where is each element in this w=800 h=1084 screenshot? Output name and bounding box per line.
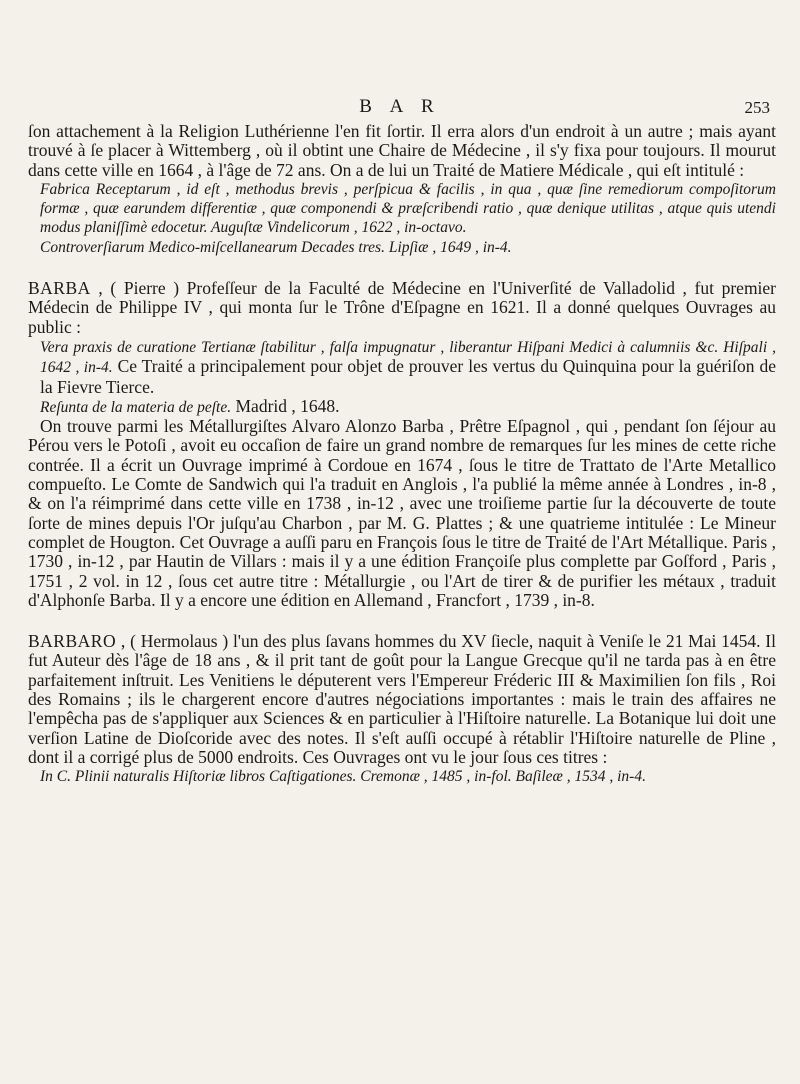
entry-barba <box>28 279 776 610</box>
page-body <box>28 122 776 787</box>
citation-note: Ce Traité a principalement pour objet de prouver les vertus du Quinquina pour la guériſon de la Fievre Tierce. <box>40 356 776 397</box>
citation: Vera praxis de curatione Tertianæ ſtabilitur , falſa impugnatur , liberantur Hiſpani Medici à calumniis &c. Hiſpali , 1642 , in-4. <box>40 338 776 377</box>
entry-paragraph: On trouve parmi les Métallurgiſtes Alvaro Alonzo Barba , Prêtre Eſpagnol , qui , pendant ſon ſéjour au Pérou vers le Potoſi , avoit eu occaſion de faire un grand nombre de remarques ſur les mines de cette riche contrée. Il a écrit un Ouvrage imprimé à Cordoue en 1674 , ſous le titre de Trattato de l'Arte Metallico compueſto. Le Comte de Sandwich qui l'a traduit en Anglois , l'a publié la même année à Londres , in-8 , & on l'a réimprimé dans cette ville en 1738 , in-12 , avec une troiſieme partie ſur la découverte de toute ſorte de mines depuis l'Or juſqu'au Charbon , par M. G. Plattes ; & une quatrieme intitulée : Le Mineur complet de Hougton. Cet Ouvrage a auſſi paru en François ſous le titre de Traité de l'Art Métallique. Paris , 1730 , in-12 , par Hautin de Villars : mais il y a une édition Françoiſe plus complette par Goſford , Paris , 1751 , 2 vol. in 12 , ſous cet autre titre : Métallurgie , ou l'Art de tirer & de purifier les métaux , traduit d'Alphonſe Barba. Il y a encore une édition en Allemand , Francfort , 1739 , in-8. <box>28 416 776 610</box>
headword: BARBA <box>28 278 91 299</box>
running-head <box>0 96 800 120</box>
entry-intro: , ( Pierre ) Profeſſeur de la Faculté de Médecine en l'Univerſité de Valladolid , fut premier Médecin de Philippe IV , qui monta ſur le Trône d'Eſpagne en 1621. Il a donné quelques Ouvrages au public : <box>28 278 777 337</box>
citation: Reſunta de la materia de peſte. <box>40 398 232 416</box>
citation: Controverſiarum Medico-miſcellanearum Decades tres. Lipſiæ , 1649 , in-4. <box>40 238 512 256</box>
citation-note: Madrid , 1648. <box>235 395 340 416</box>
headword: BARBARO <box>28 631 117 652</box>
citation: Fabrica Receptarum , id eſt , methodus brevis , perſpicua & facilis , in qua , quæ ſine remediorum compoſitorum formæ , quæ earundem differentiæ , quæ componendi & præſcribendi ratio , quæ denique utilitas , atque quis utendi modus planiſſimè edocetur. Auguſtæ Vindelicorum , 1622 , in-octavo. <box>40 180 776 237</box>
continuation-paragraph: ſon attachement à la Religion Luthérienne l'en fit ſortir. Il erra alors d'un endroit à un autre ; mais ayant trouvé à ſe placer à Wittemberg , où il obtint une Chaire de Médecine , il s'y fixa pour toujours. Il mourut dans cette ville en 1664 , à l'âge de 72 ans. On a de lui un Traité de Matiere Médicale , qui eſt intitulé : <box>28 121 776 180</box>
citation: In C. Plinii naturalis Hiſtoriæ libros Caſtigationes. Cremonæ , 1485 , in-fol. Baſileæ , 1534 , in-4. <box>40 768 646 786</box>
running-head-title: B A R <box>359 96 441 117</box>
page-number: 253 <box>744 98 770 117</box>
entry-barbaro <box>28 632 776 786</box>
entry-intro: , ( Hermolaus ) l'un des plus ſavans hommes du XV ſiecle, naquit à Veniſe le 21 Mai 1454. Il fut Auteur dès l'âge de 18 ans , & il prit tant de goût pour la Langue Grecque qu'il ne tarda pas à en être parfaitement inſtruit. Les Venitiens le députerent vers l'Empereur Fréderic III & Maximilien ſon fils , Roi des Romains ; ils le chargerent encore d'autres négociations importantes : mais le train des affaires ne l'empêcha pas de s'appliquer aux Sciences & en particulier à l'Hiſtoire naturelle. La Botanique lui doit une verſion Latine de Dioſcoride avec des notes. Il s'eſt auſſi occupé à rétablir l'Hiſtoire naturelle de Pline , dont il a corrigé plus de 5000 endroits. Ces Ouvrages ont vu le jour ſous ces titres : <box>28 631 776 767</box>
